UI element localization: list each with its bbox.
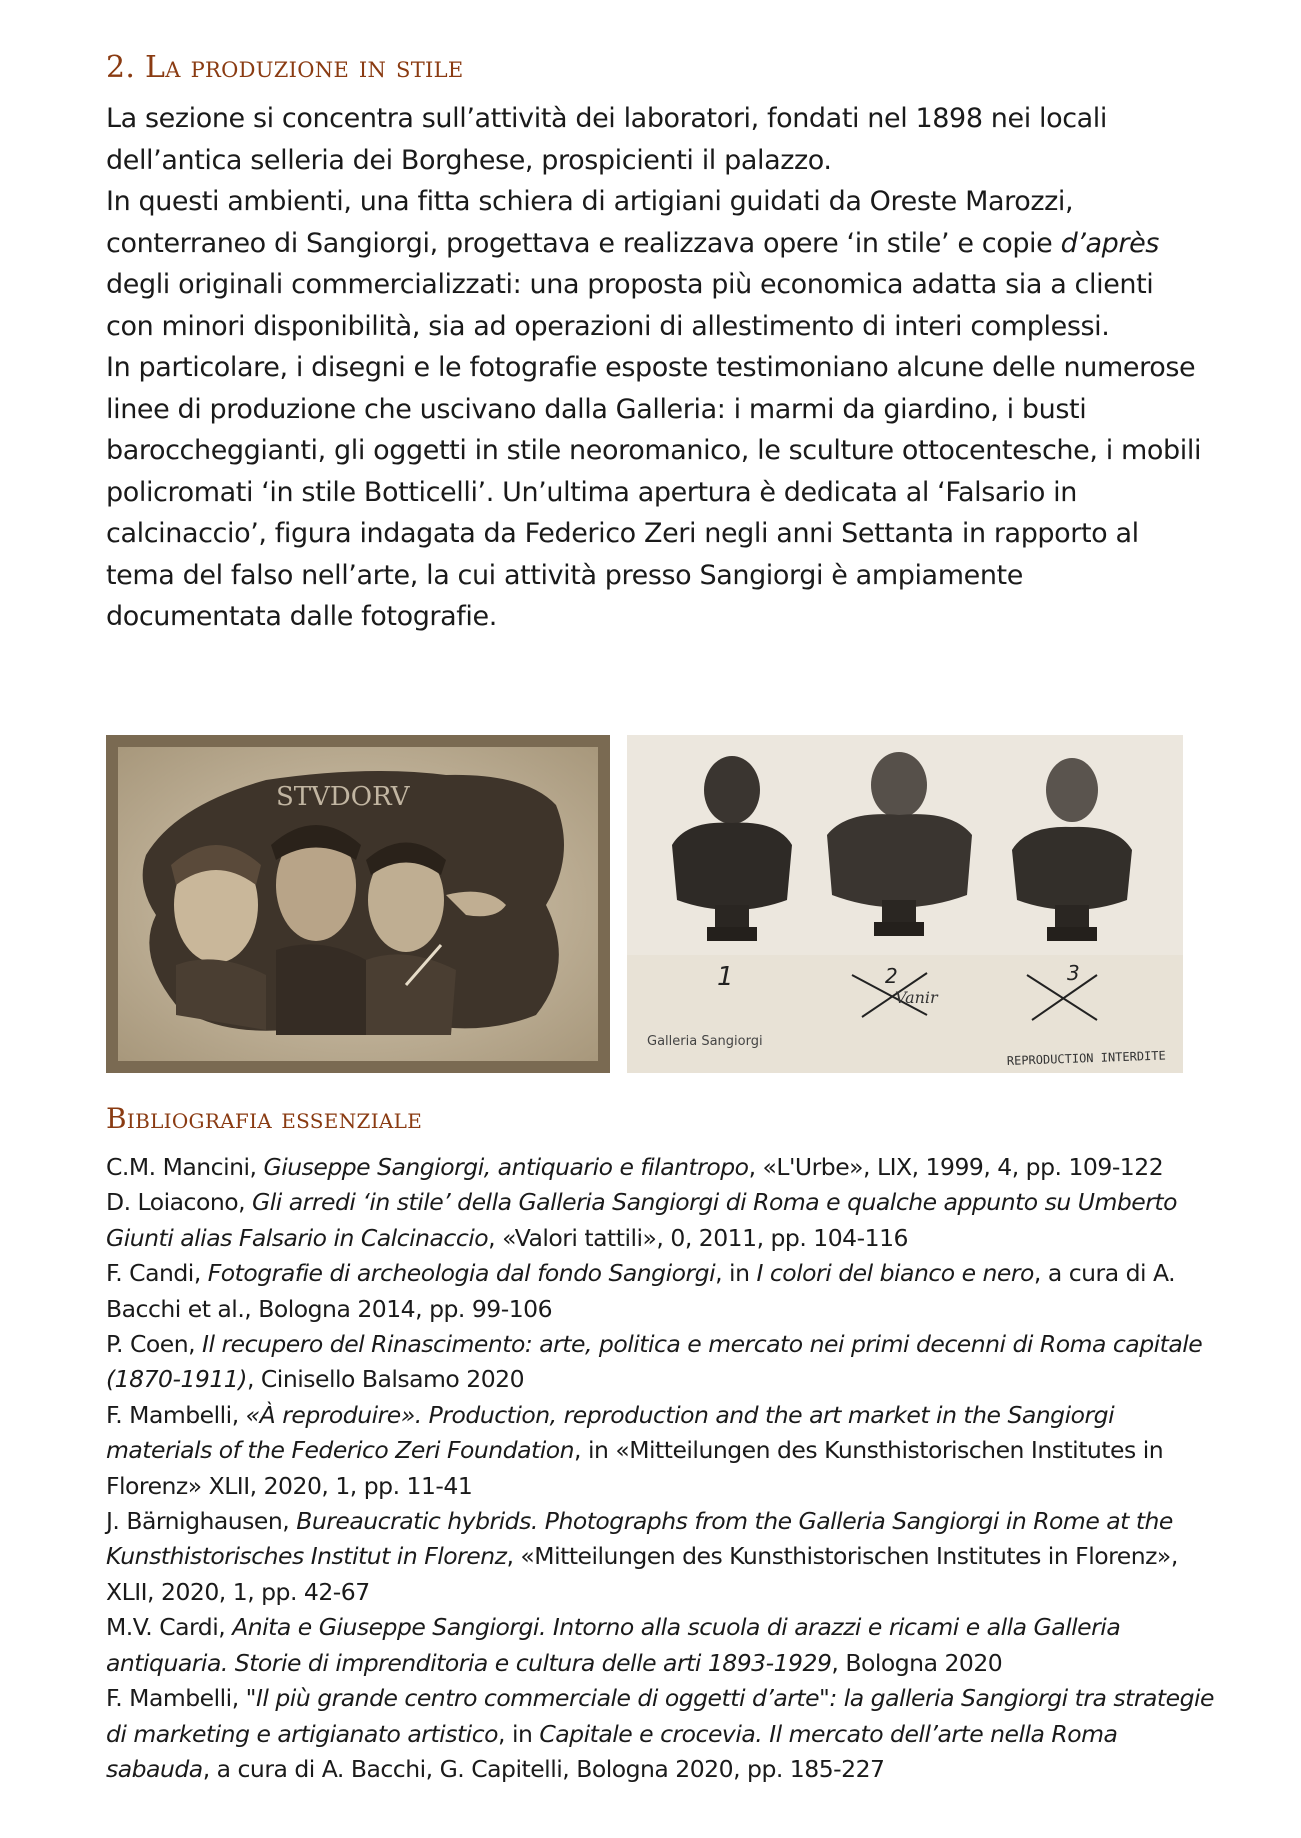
bust-number-3: 3 bbox=[1067, 961, 1080, 985]
photo-caption: Galleria Sangiorgi bbox=[647, 1034, 763, 1049]
bibliography-entry: D. Loiacono, Gli arredi ‘in stile’ della Galleria Sangiorgi di Roma e qualche appunto su Umberto Giunti alias Falsario in Calcinaccio, «Valori tattili», 0, 2011, pp. 104-116 bbox=[106, 1188, 1177, 1252]
paragraph-text: In questi ambienti, una fitta schiera di artigiani guidati da Oreste Marozzi, conterraneo di Sangiorgi, progettava e realizzava opere ‘in stile’ e copie bbox=[106, 186, 1074, 259]
bust-number-1: 1 bbox=[717, 962, 734, 992]
bibliography-list bbox=[106, 1150, 1226, 1787]
fresco-photo-icon bbox=[106, 735, 610, 1073]
fresco-photo bbox=[106, 735, 610, 1073]
paragraph-1 bbox=[106, 98, 1206, 181]
busts-photo bbox=[627, 735, 1183, 1073]
paragraph-text: degli originali commercializzati: una proposta più economica adatta sia a clienti con minori disponibilità, sia ad operazioni di allestimento di interi complessi. bbox=[106, 269, 1154, 342]
paragraph-2 bbox=[106, 181, 1206, 347]
bibliography-entry: F. Mambelli, «À reproduire». Production, reproduction and the art market in the Sangiorgi materials of the Federico Zeri Foundation, in «Mitteilungen des Kunsthistorischen Institutes in Florenz» XLII, 2020, 1, pp. 11-41 bbox=[106, 1400, 1164, 1500]
bibliography-entry: M.V. Cardi, Anita e Giuseppe Sangiorgi. Intorno alla scuola di arazzi e ricami e alla Galleria antiquaria. Storie di imprenditoria e cultura delle arti 1893-1929, Bologna 2020 bbox=[106, 1613, 1121, 1677]
section-heading: 2. La produzione in stile bbox=[106, 50, 464, 85]
reproduction-stamp: REPRODUCTION INTERDITE bbox=[1006, 1048, 1166, 1068]
bibliography-entry: P. Coen, Il recupero del Rinascimento: arte, politica e mercato nei primi decenni di Roma capitale (1870-1911), Cinisello Balsamo 2020 bbox=[106, 1330, 1203, 1394]
bibliography-entry: F. Candi, Fotografie di archeologia dal fondo Sangiorgi, in I colori del bianco e nero, a cura di A. Bacchi et al., Bologna 2014, pp. 99-106 bbox=[106, 1259, 1176, 1323]
bibliography-entry: J. Bärnighausen, Bureaucratic hybrids. Photographs from the Galleria Sangiorgi in Rome at the Kunsthistorisches Institut in Florenz, «Mitteilungen des Kunsthistorischen Institutes in Florenz», XLII, 2020, 1, pp. 42-67 bbox=[106, 1507, 1178, 1606]
fresco-inscription: STVDORV bbox=[276, 782, 410, 812]
handwritten-signature: Vanir bbox=[895, 988, 938, 1007]
paragraph-text: La sezione si concentra sull’attività dei laboratori, fondati nel 1898 nei locali dell’antica selleria dei Borghese, prospicienti il palazzo. bbox=[106, 103, 1108, 176]
bibliography-entry: F. Mambelli, "Il più grande centro commerciale di oggetti d’arte": la galleria Sangiorgi tra strategie di marketing e artigianato artistico, in Capitale e crocevia. Il mercato dell’arte nella Roma sabauda, a cura di A. Bacchi, G. Capitelli, Bologna 2020, pp. 185-227 bbox=[106, 1684, 1215, 1783]
roman-busts-photo-icon bbox=[627, 735, 1183, 1073]
paragraph-3 bbox=[106, 347, 1206, 638]
bibliography-heading: Bibliografia essenziale bbox=[106, 1102, 423, 1135]
intro-text bbox=[106, 98, 1206, 638]
bust-number-2: 2 bbox=[885, 964, 898, 988]
bibliography-entry: C.M. Mancini, Giuseppe Sangiorgi, antiquario e filantropo, «L'Urbe», LIX, 1999, 4, pp. 109-122 bbox=[106, 1153, 1164, 1181]
paragraph-italic: d’après bbox=[1060, 227, 1159, 259]
paragraph-text: In particolare, i disegni e le fotografie esposte testimoniano alcune delle numerose linee di produzione che uscivano dalla Galleria: i marmi da giardino, i busti baroccheggianti, gli oggetti in stile neoromanico, le sculture ottocentesche, i mobili policromati ‘in stile Botticelli’. Un’ultima apertura è dedicata al ‘Falsario in calcinaccio’, figura indagata da Federico Zeri negli anni Settanta in rapporto al tema del falso nell’arte, la cui attività presso Sangiorgi è ampiamente documentata dalle fotografie. bbox=[106, 352, 1202, 632]
